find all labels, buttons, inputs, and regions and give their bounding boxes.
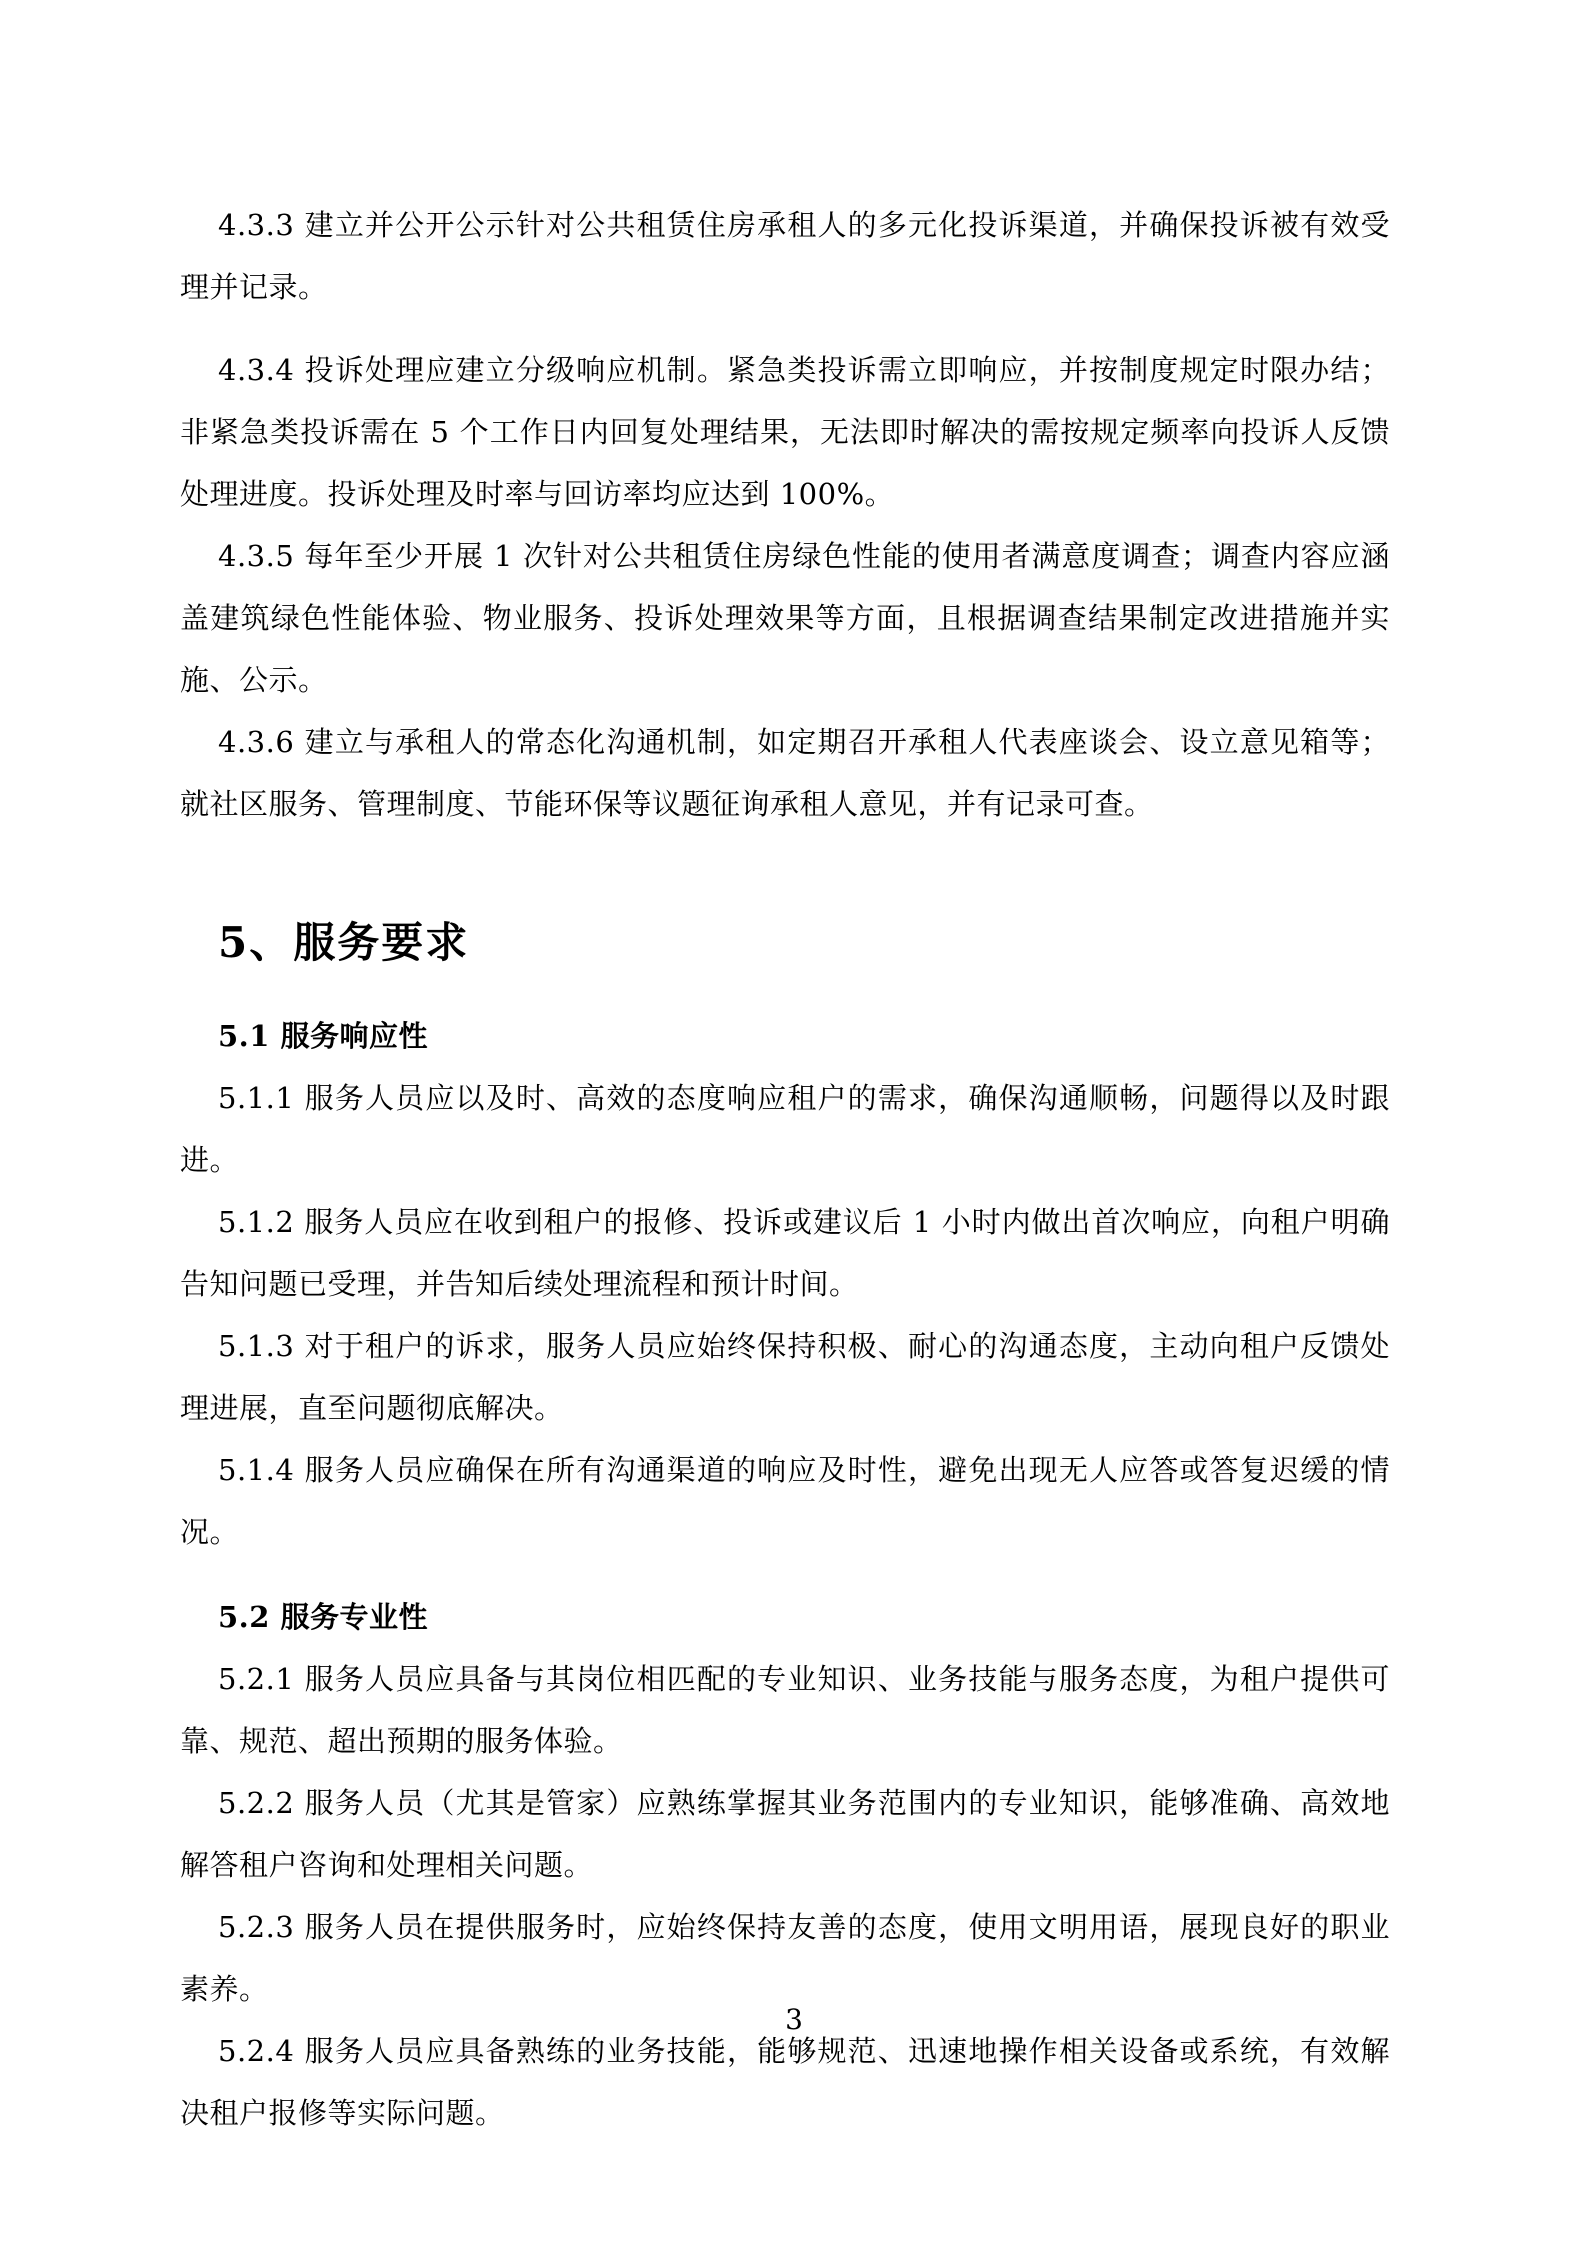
paragraph-4-3-5: 4.3.5 每年至少开展 1 次针对公共租赁住房绿色性能的使用者满意度调查；调查内容应涵盖建筑绿色性能体验、物业服务、投诉处理效果等方面，且根据调查结果制定改进措施并实施、公示。: [180, 539, 1390, 697]
paragraph-4-3-6: 4.3.6 建立与承租人的常态化沟通机制，如定期召开承租人代表座谈会、设立意见箱等；就社区服务、管理制度、节能环保等议题征询承租人意见，并有记录可查。: [180, 725, 1390, 821]
paragraph-5-2-4: 5.2.4 服务人员应具备熟练的业务技能，能够规范、迅速地操作相关设备或系统，有效解决租户报修等实际问题。: [180, 2034, 1390, 2130]
paragraph-5-2-2: 5.2.2 服务人员（尤其是管家）应熟练掌握其业务范围内的专业知识，能够准确、高效地解答租户咨询和处理相关问题。: [180, 1786, 1390, 1882]
document-content: [180, 194, 1390, 2144]
section-5-title: 5、服务要求: [218, 918, 470, 967]
paragraph-5-1-1: 5.1.1 服务人员应以及时、高效的态度响应租户的需求，确保沟通顺畅，问题得以及时跟进。: [180, 1081, 1390, 1177]
paragraph-5-2-3: 5.2.3 服务人员在提供服务时，应始终保持友善的态度，使用文明用语，展现良好的职业素养。: [180, 1910, 1390, 2006]
paragraph-5-2-1: 5.2.1 服务人员应具备与其岗位相匹配的专业知识、业务技能与服务态度，为租户提供可靠、规范、超出预期的服务体验。: [180, 1662, 1390, 1758]
page-number: 3: [785, 2003, 803, 2036]
section-5-2-title: 5.2 服务专业性: [218, 1600, 429, 1634]
paragraph-4-3-3: 4.3.3 建立并公开公示针对公共租赁住房承租人的多元化投诉渠道，并确保投诉被有效受理并记录。: [180, 208, 1390, 304]
paragraph-5-1-2: 5.1.2 服务人员应在收到租户的报修、投诉或建议后 1 小时内做出首次响应，向租户明确告知问题已受理，并告知后续处理流程和预计时间。: [180, 1205, 1390, 1301]
paragraph-5-1-3: 5.1.3 对于租户的诉求，服务人员应始终保持积极、耐心的沟通态度，主动向租户反馈处理进展，直至问题彻底解决。: [180, 1329, 1390, 1425]
paragraph-5-1-4: 5.1.4 服务人员应确保在所有沟通渠道的响应及时性，避免出现无人应答或答复迟缓的情况。: [180, 1453, 1390, 1549]
section-5-1-title: 5.1 服务响应性: [218, 1019, 429, 1053]
paragraph-4-3-4: 4.3.4 投诉处理应建立分级响应机制。紧急类投诉需立即响应，并按制度规定时限办结；非紧急类投诉需在 5 个工作日内回复处理结果，无法即时解决的需按规定频率向投诉人反馈处理进度。投诉处理及时率与回访率均应达到 100%。: [180, 353, 1390, 511]
